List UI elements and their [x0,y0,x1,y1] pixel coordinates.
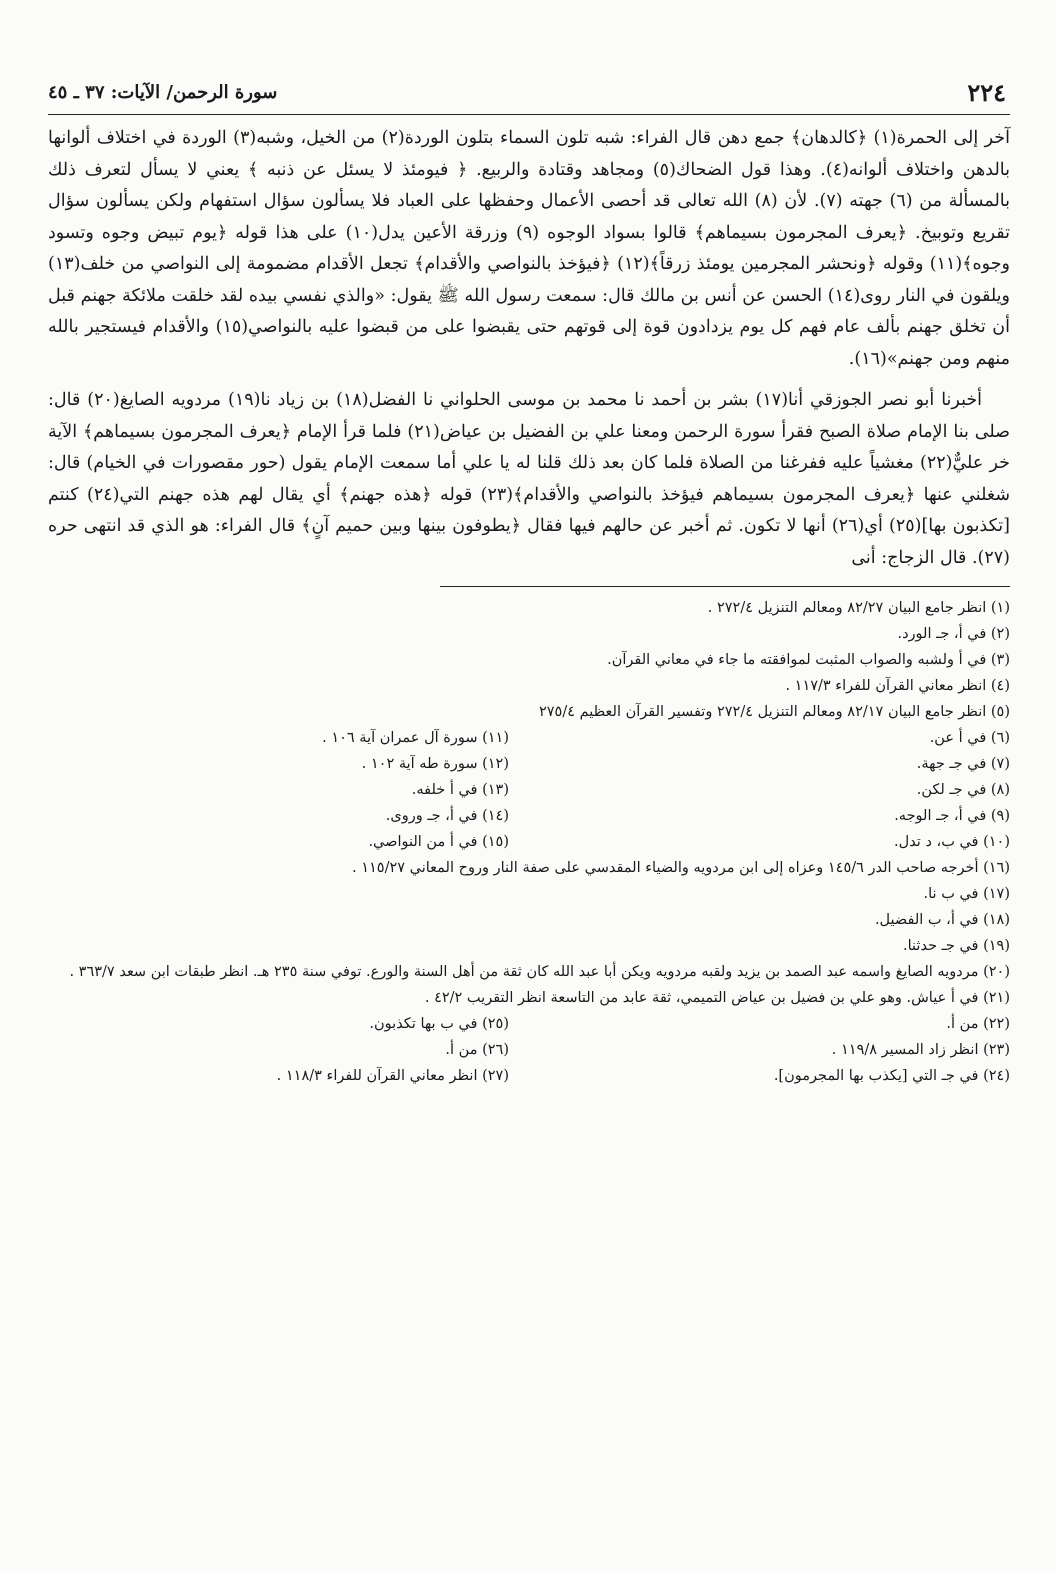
footnote: (١٧) في ب نا. [923,886,1010,902]
footnote: (٢٦) من أ. [445,1042,509,1058]
footnote: (١٥) في أ من النواصي. [368,834,509,850]
footnote: (٦) في أ عن. [929,730,1010,746]
paragraph: آخر إلى الحمرة(١) ﴿كالدهان﴾ جمع دهن قال الفراء: شبه تلون السماء بتلون الوردة(٢) من الخيل، وشبه(٣) الوردة في اختلاف ألوانها بالدهن واختلاف ألوانه(٤). وهذا قول الضحاك(٥) ومجاهد وقتادة والربيع. ﴿ فيومئذ لا يسئل عن ذنبه ﴾ يعني لا يسأل لتعرف ذلك بالمسألة من (٦) جهته (٧). لأن (٨) الله تعالى قد أحصى الأعمال وحفظها على العباد فلا يسألون سؤال استفهام ولكن يسألون سؤال تقريع وتوبيخ. ﴿يعرف المجرمون بسيماهم﴾ قالوا بسواد الوجوه (٩) وزرقة الأعين يدل(١٠) على هذا قوله ﴿يوم تبيض وجوه وتسود وجوه﴾(١١) وقوله ﴿ونحشر المجرمين يومئذ زرقاً﴾(١٢) ﴿فيؤخذ بالنواصي والأقدام﴾ تجعل الأقدام مضمومة إلى النواصي من خلف(١٣) ويلقون في النار روى(١٤) الحسن عن أنس بن مالك قال: سمعت رسول الله ﷺ يقول: «والذي نفسي بيده لقد خلقت ملائكة جهنم قبل أن تخلق جهنم بألف عام فهم كل يوم يزدادون قوة إلى قوتهم حتى يقبضوا على من قبضوا عليه بالنواصي(١٥) والأقدام فيستجير بالله منهم ومن جهنم»(١٦). [48,128,1011,369]
footnote: (١٠) في ب، د تدل. [894,834,1010,850]
footnotes [48,595,1010,1089]
footnote: (٢٣) انظر زاد المسير ١١٩/٨ . [831,1042,1010,1058]
footnote-columns [48,725,1010,855]
footnote: (٢) في أ، جـ الورد. [897,626,1010,642]
footnote: (١٣) في أ خلفه. [411,782,509,798]
book-page [48,74,1010,1089]
footnote: (١٦) أخرجه صاحب الدر ١٤٥/٦ وعزاه إلى ابن مردويه والضياء المقدسي على صفة النار وروح المعاني ١١٥/٢٧ . [351,860,1010,876]
footnote: (١٨) في أ، ب الفضيل. [874,912,1010,928]
footnote: (٨) في جـ لكن. [916,782,1010,798]
page-number: ٢٢٤ [967,78,1006,107]
footnote: (٥) انظر جامع البيان ٨٢/١٧ ومعالم التنزيل ٢٧٢/٤ وتفسير القرآن العظيم ٢٧٥/٤ [538,704,1010,720]
running-title: سورة الرحمن/ الآيات: ٣٧ ـ ٤٥ [48,82,278,103]
page-header [48,74,1010,115]
footnote: (٢٧) انظر معاني القرآن للفراء ١١٨/٣ . [276,1068,509,1084]
footnote: (١٤) في أ، جـ وروى. [385,808,509,824]
main-text [48,123,1010,574]
footnote: (١٩) في جـ حدثنا. [903,938,1010,954]
footnote-columns [48,1011,1010,1089]
footnote: (٢٠) مردويه الصايغ واسمه عبد الصمد بن يزيد ولقبه مردويه ويكن أبا عبد الله كان ثقة من أهل السنة والورع. توفي سنة ٢٣٥ هـ. انظر طبقات ابن سعد ٣٦٣/٧ . [69,964,1010,980]
footnote: (٢١) في أ عياش. وهو علي بن فضيل بن عياض التميمي، ثقة عابد من التاسعة انظر التقريب ٤٢/٢ . [424,990,1010,1006]
paragraph: أخبرنا أبو نصر الجوزقي أنا(١٧) بشر بن أحمد نا محمد بن موسى الحلواني نا الفضل(١٨) بن زياد نا(١٩) مردويه الصايغ(٢٠) قال: صلى بنا الإمام صلاة الصبح فقرأ سورة الرحمن ومعنا علي بن الفضيل بن عياض(٢١) فلما قرأ الإمام ﴿يعرف المجرمون بسيماهم﴾ الآية خر عليٌّ(٢٢) مغشياً عليه ففرغنا من الصلاة فلما كان بعد ذلك قلنا له يا علي أما سمعت الإمام يقول (حور مقصورات في الخيام) قال: شغلني عنها ﴿يعرف المجرمون بسيماهم فيؤخذ بالنواصي والأقدام﴾(٢٣) قوله ﴿هذه جهنم﴾ أي يقال لهم هذه جهنم التي(٢٤) كنتم [تكذبون بها](٢٥) أي(٢٦) أنها لا تكون. ثم أخبر عن حالهم فيها فقال ﴿يطوفون بينها وبين حميم آنٍ﴾ قال الفراء: هو الذي قد انتهى حره (٢٧). قال الزجاج: أنى [48,390,1010,568]
footnote-separator [440,586,1010,587]
footnote: (١١) سورة آل عمران آية ١٠٦ . [322,730,509,746]
footnote: (١٢) سورة طه آية ١٠٢ . [361,756,509,772]
footnote: (٧) في جـ جهة. [916,756,1010,772]
footnote: (٢٤) في جـ التي [يكذب بها المجرمون]. [773,1068,1010,1084]
footnote: (٣) في أ ولشبه والصواب المثبت لموافقته ما جاء في معاني القرآن. [607,652,1010,668]
footnote: (٤) انظر معاني القرآن للفراء ١١٧/٣ . [785,678,1010,694]
footnote: (٩) في أ، جـ الوجه. [894,808,1010,824]
footnote: (٢٥) في ب بها تكذبون. [369,1016,509,1032]
footnote: (١) انظر جامع البيان ٨٢/٢٧ ومعالم التنزيل ٢٧٢/٤ . [707,600,1010,616]
footnote: (٢٢) من أ. [946,1016,1010,1032]
